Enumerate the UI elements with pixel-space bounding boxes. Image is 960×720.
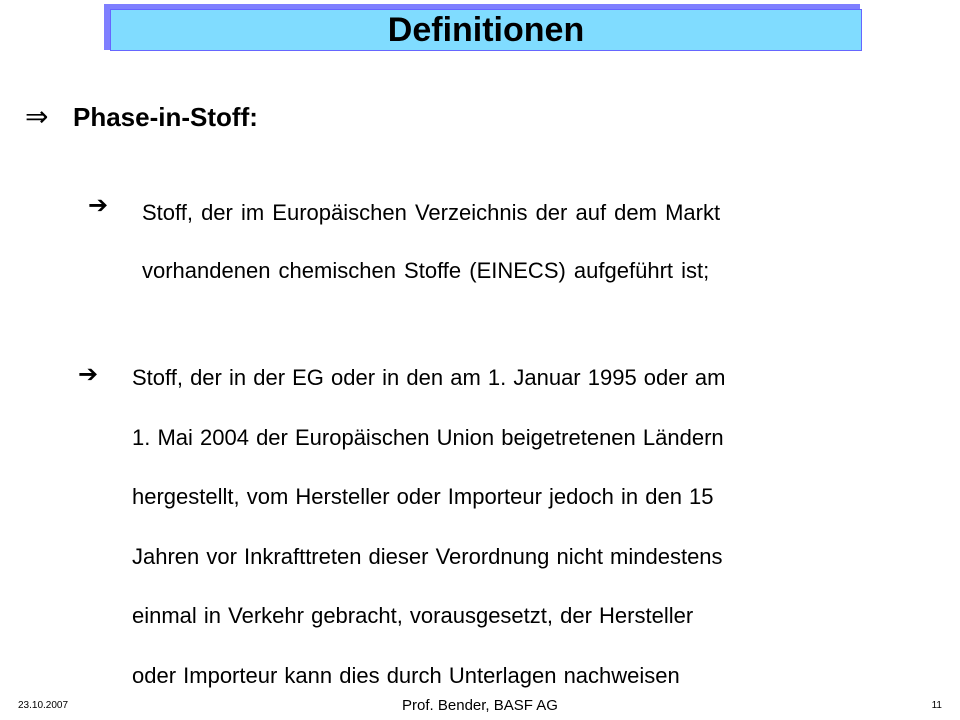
footer-date: 23.10.2007 bbox=[18, 700, 69, 711]
bullet-2-line-3: hergestellt, vom Hersteller oder Importeur jedoch in den 15 bbox=[132, 484, 714, 509]
bullet-2-line-2: 1. Mai 2004 der Europäischen Union beigetretenen Ländern bbox=[132, 424, 724, 450]
bullet-2-text bbox=[132, 348, 932, 705]
bullet-2-line-4: Jahren vor Inkrafttreten dieser Verordnung nicht mindestens bbox=[132, 543, 723, 569]
footer-author: Prof. Bender, BASF AG bbox=[402, 697, 558, 714]
bullet-2-line-1: Stoff, der in der EG oder in den am 1. Januar 1995 oder am bbox=[132, 365, 726, 390]
slide-title: Definitionen bbox=[387, 11, 585, 49]
page-number: 11 bbox=[931, 700, 942, 711]
arrow-right-icon: ➔ bbox=[78, 360, 99, 388]
bullet-1-line-2: vorhandenen chemischen Stoffe (EINECS) aufgeführt ist; bbox=[142, 258, 710, 283]
bullet-2-line-6: oder Importeur kann dies durch Unterlagen nachweisen bbox=[132, 662, 680, 688]
definition-heading bbox=[25, 100, 258, 133]
arrow-right-icon: ➔ bbox=[88, 191, 109, 219]
heading-text: Phase-in-Stoff: bbox=[73, 102, 258, 132]
title-box bbox=[110, 9, 862, 51]
bullet-1-line-1: Stoff, der im Europäischen Verzeichnis der auf dem Markt bbox=[142, 200, 721, 225]
bullet-1-text bbox=[142, 184, 932, 300]
double-arrow-right-icon: ⇒ bbox=[25, 100, 49, 133]
bullet-2-line-5: einmal in Verkehr gebracht, vorausgesetzt, der Hersteller bbox=[132, 603, 694, 628]
